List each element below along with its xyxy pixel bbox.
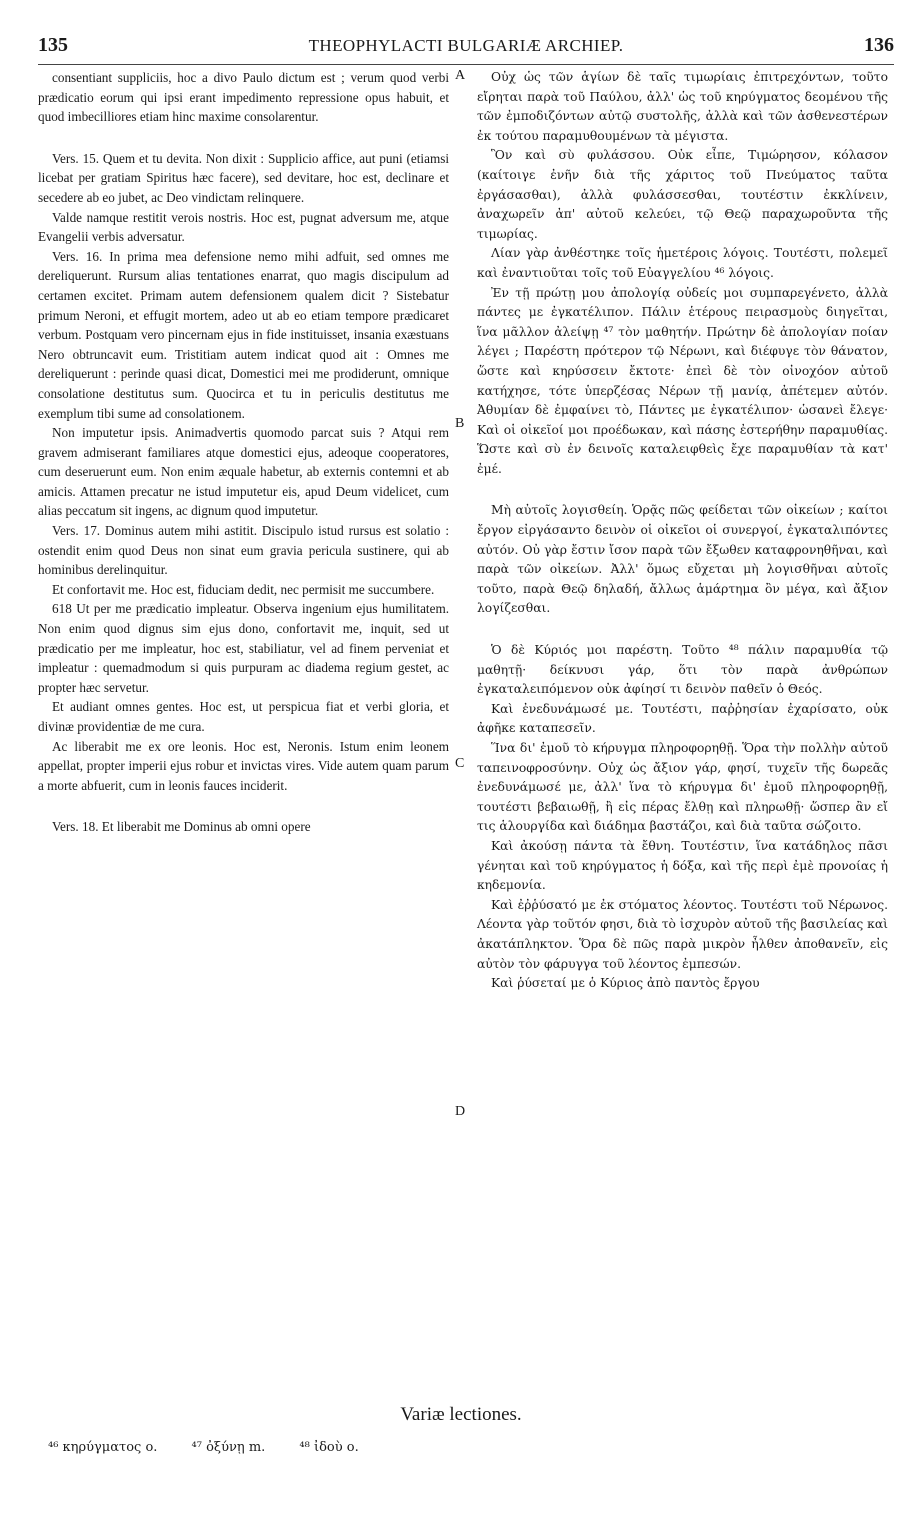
variant-note: ⁴⁷ ὀξύνῃ m. xyxy=(191,1440,266,1455)
latin-paragraph: 618 Ut per me prædicatio impleatur. Observa ingenium ejus humilitatem. Non enim quod dignus sim ejus dono, confortavit me, inquit, sed ut prædicatio per me impleatur, hoc est, stabiliatur, vel ad finem perveniat et impleatur : quemadmodum si quis purpuram ac diadema regium gestet, ac propter hæc servetur. xyxy=(38,601,449,695)
greek-paragraph: Ἵνα δι' ἐμοῦ τὸ κήρυγμα πληροφορηθῇ. Ὅρα τὴν πολλὴν αὐτοῦ ταπεινοφροσύνην. Οὐχ ὡς ἄξιον γάρ, φησί, τυχεῖν τῆς δωρεᾶς ἐνεδυνάμωσέ με, ἀλλ' ἵνα τὸ κήρυγμα δι' ἐμοῦ πληροφορηθῇ, τουτέστι βεβαιωθῇ, ἢ εἰς πέρας ἔλθῃ καὶ πληρωθῇ· ὥσπερ ἂν εἴ τις ἁλουργίδα καὶ διάδημα βαστάζοι, καὶ διὰ ταῦτα σώζοιτο. xyxy=(477,741,888,834)
latin-paragraph: consentiant suppliciis, hoc a divo Paulo dictum est ; verum quod verbi prædicatio eorum qui ipsi erant impedimento repressione opus habuit, et quod imbecilliores etiam hinc maxime consolarentur. xyxy=(38,70,449,125)
margin-letter: B xyxy=(455,416,465,431)
latin-paragraph: Valde namque restitit verois nostris. Hoc est, pugnat adversum me, atque Evangelii verbis adversatur. xyxy=(38,209,449,245)
variant-note: ⁴⁸ ἰδοὺ ο. xyxy=(299,1440,359,1455)
greek-column xyxy=(477,68,888,994)
greek-paragraph: Ὃν καὶ σὺ φυλάσσου. Οὐκ εἶπε, Τιμώρησον, κόλασον (καίτοιγε ἐνῆν διὰ τῆς χάριτος τοῦ Πνεύματος ταῦτα ἐργάσασθαι), ἀλλὰ φυλάσσεσθαι, τουτέστιν ἐκκλίνειν, ἀναχωρεῖν ἀπ' αὐτοῦ κελεύει, τῷ Θεῷ παραχωροῦντα τῆς τιμωρίας. xyxy=(477,148,888,241)
latin-column xyxy=(38,68,449,837)
latin-paragraph: Et audiant omnes gentes. Hoc est, ut perspicua fiat et verbi gloria, et divinæ providentiæ de me cura. xyxy=(38,699,449,734)
latin-paragraph: Vers. 18. Et liberabit me Dominus ab omni opere xyxy=(52,819,311,835)
variant-readings xyxy=(48,1440,389,1455)
latin-paragraph: Ac liberabit me ex ore leonis. Hoc est, Neronis. Istum enim leonem appellat, propter imperii ejus robur et invictas vires. Vide autem quam parum a morte abfuerit, cum in leonis fauces inciderit. xyxy=(38,738,449,793)
latin-paragraph: Vers. 16. In prima mea defensione nemo mihi adfuit, sed omnes me dereliquerunt. Rursum alias tentationes enarrat, quo magis discipulum ad certamen excitet. Primam autem defensionem qualem dicit ? Sistebatur primum Neroni, et effugit mortem, adeo ut ab eo etiam tempore prædicaret verbum. Postquam vero pincernam ejus in fide instituisset, insania exæstuans Nero obtruncavit eum. Tristitiam autem indicat quod ait : Omnes me dereliquerunt : perinde quasi dicat, Domestici mei me prodiderunt, omnique consolatione destitutus sum. Quocirca et tu in periculis destitutus me exemplum tibi sume ad consolationem. xyxy=(38,248,449,421)
greek-paragraph: Ἐν τῇ πρώτῃ μου ἀπολογίᾳ οὐδείς μοι συμπαρεγένετο, ἀλλὰ πάντες με ἐγκατέλιπον. Πάλιν ἑτέρους πειρασμοὺς διηγεῖται, ἵνα μᾶλλον ἀλείψῃ ⁴⁷ τὸν μαθητήν. Πρώτην δὲ ἀπολογίαν ποίαν λέγει ; Παρέστη πρότερον τῷ Νέρωνι, καὶ διέφυγε τὸν θάνατον, ὥστε καὶ κηρύσσειν ἔκτοτε· ἐπεὶ δὲ τὸν οἰνοχόον αὐτοῦ κατήχησε, τότε ὑπερζέσας Νέρων τῇ μανίᾳ, ἀπέτεμεν αὐτόν. Ἀθυμίαν δὲ ἐμφαίνει τὸ, Πάντες με ἐγκατέλιπον· ὡσανεὶ ἔλεγε· Καὶ οἱ οἰκεῖοί μοι προέδωκαν, καὶ πάσης ἐστερήθην παραμυθίας. Ὥστε καὶ σὺ ἐν δεινοῖς καταλειφθεὶς ἔχε παραμυθίαν τὰ κατ' ἐμέ. xyxy=(477,285,888,476)
greek-paragraph: Μὴ αὐτοῖς λογισθείη. Ὁρᾷς πῶς φείδεται τῶν οἰκείων ; καίτοι ἔργον εἰργάσαντο δεινὸν οἱ οἰκεῖοι οἱ συνεργοί, ἐγκαταλιπόντες αὐτόν. Οὐ γὰρ ἔστιν ἴσον παρὰ τῶν ἔξωθεν καταφρονηθῆναι, καὶ παρὰ τῶν οἰκείων. Ἀλλ' ὅμως εὔχεται μὴ λογισθῆναι αὐτοῖς τοῦτο, παρὰ Θεῷ δηλαδή, ἄλλως ἁμάρτημα ὂν μέγα, καὶ ἄξιον λογίζεσθαι. xyxy=(477,503,888,616)
greek-paragraph: Οὐχ ὡς τῶν ἁγίων δὲ ταῖς τιμωρίαις ἐπιτρεχόντων, τοῦτο εἴρηται παρὰ τοῦ Παύλου, ἀλλ' ὡς τοῦ κηρύγματος δεομένου τῆς τῶν ἐμποδιζόντων αὐτῷ συστολῆς, ἀλλὰ καὶ τῶν ἀσθενεστέρων ἐκ τούτου παραμυθουμένων τὰ μέγιστα. xyxy=(477,70,888,143)
latin-paragraph: Non imputetur ipsis. Animadvertis quomodo parcat suis ? Atqui rem gravem admiserant familiares atque domestici ejus, adeoque cooperatores, cum deseruerunt eum. Non enim æquale habetur, ab externis contemni et ab amicis. Attamen precatur ne istud imputetur eis, apud Deum videlicet, cum alias peccatum sit ingens, ac dignum quod imputetur. xyxy=(38,425,449,519)
margin-letter: C xyxy=(455,756,465,771)
latin-paragraph: Et confortavit me. Hoc est, fiduciam dedit, nec permisit me succumbere. xyxy=(52,581,435,597)
greek-paragraph: Καὶ ἀκούσῃ πάντα τὰ ἔθνη. Τουτέστιν, ἵνα κατάδηλος πᾶσι γένηται καὶ τοῦ κηρύγματος ἡ δόξα, καὶ τῆς περὶ ἐμὲ προνοίας ἡ κηδεμονία. xyxy=(477,838,888,893)
page-header xyxy=(38,34,894,65)
greek-paragraph: Λίαν γὰρ ἀνθέστηκε τοῖς ἡμετέροις λόγοις. Τουτέστι, πολεμεῖ καὶ ἐναντιοῦται τοῖς τοῦ Εὐαγγελίου ⁴⁶ λόγοις. xyxy=(477,246,888,280)
greek-paragraph: Ὁ δὲ Κύριός μοι παρέστη. Τοῦτο ⁴⁸ πάλιν παραμυθία τῷ μαθητῇ· δείκνυσι γάρ, ὅτι τὸν παρὰ ἀνθρώπων ἐγκαταλειπόμενον οὐκ ἀφίησί τι δεινὸν παθεῖν ὁ Θεός. xyxy=(477,643,888,697)
page-number-left: 135 xyxy=(38,34,68,56)
greek-paragraph: Καὶ ἐνεδυνάμωσέ με. Τουτέστι, παῤῥησίαν ἐχαρίσατο, οὐκ ἀφῆκε καταπεσεῖν. xyxy=(477,701,888,736)
running-title: THEOPHYLACTI BULGARIÆ ARCHIEP. xyxy=(308,36,624,55)
latin-paragraph: Vers. 15. Quem et tu devita. Non dixit : Supplicio affice, aut puni (etiamsi licebat per gratiam Spiritus hæc facere), sed devitare, hoc est, declinare et secedere ab eo jubet, ac Deo vindictam relinquere. xyxy=(38,150,449,205)
margin-letter: D xyxy=(455,1104,466,1119)
variant-note: ⁴⁶ κηρύγματος ο. xyxy=(48,1440,158,1455)
greek-paragraph: Καὶ ἐῤῥύσατό με ἐκ στόματος λέοντος. Τουτέστι τοῦ Νέρωνος. Λέοντα γὰρ τοῦτόν φησι, διὰ τὸ ἰσχυρὸν αὐτοῦ τῆς βασιλείας καὶ ἀκατάπληκτον. Ὅρα δὲ πῶς παρὰ μικρὸν ἦλθεν ἀποθανεῖν, εἰς αὐτὸν τὸν φάρυγγα τοῦ λέοντος ἐμπεσών. xyxy=(477,897,888,971)
variae-lectiones-heading: Variæ lectiones. xyxy=(400,1404,522,1425)
latin-paragraph: Vers. 17. Dominus autem mihi astitit. Discipulo istud rursus est solatio : ostendit enim quod Deus non sinat eum gravia pericula sustinere, qui ab hominibus derelinquitur. xyxy=(38,523,449,578)
greek-paragraph: Καὶ ῥύσεταί με ὁ Κύριος ἀπὸ παντὸς ἔργου xyxy=(491,976,760,991)
page-number-right: 136 xyxy=(864,34,894,56)
margin-letter: A xyxy=(455,68,466,83)
